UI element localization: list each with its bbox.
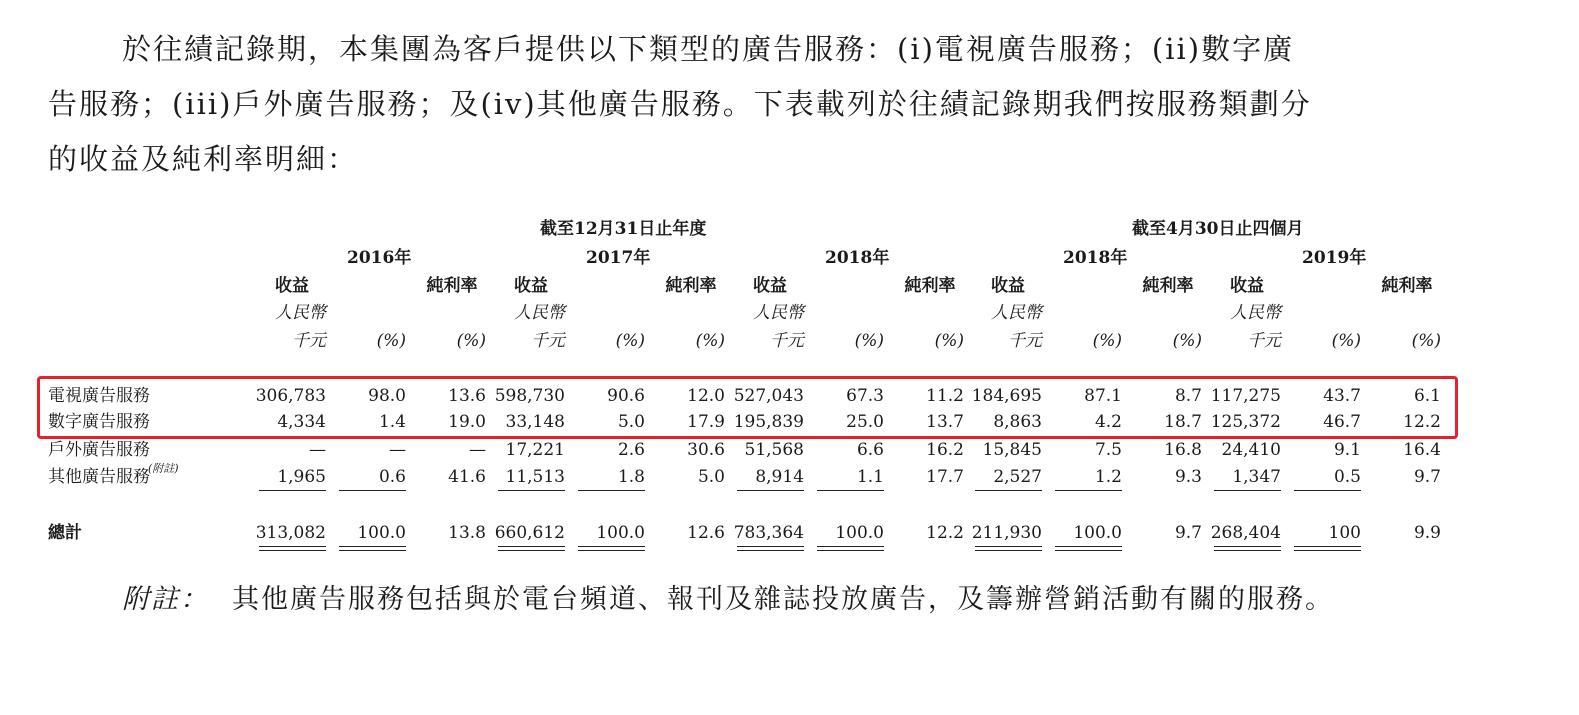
table-cell: 33,148 xyxy=(505,412,565,432)
total-cell: 100 xyxy=(1328,523,1361,543)
unit-percent: (%) xyxy=(854,331,884,351)
table-cell: 11,513 xyxy=(505,467,565,487)
period-year-header: 截至12月31日止年度 xyxy=(540,219,707,239)
table-cell: 8,863 xyxy=(993,412,1042,432)
col-header-revenue: 收益 xyxy=(991,276,1025,296)
table-cell: 15,845 xyxy=(982,440,1042,460)
table-cell: — xyxy=(469,440,486,460)
unit-thousand: 千元 xyxy=(1008,331,1042,351)
underline xyxy=(1294,490,1361,491)
total-cell: 100.0 xyxy=(1073,523,1122,543)
table-cell: 16.2 xyxy=(926,440,964,460)
total-cell: 12.2 xyxy=(926,523,964,543)
intro-line-2: 告服務；(iii)戶外廣告服務；及(iv)其他廣告服務。下表載列於往績記錄期我們按服務類劃分 xyxy=(48,87,1312,121)
period-four-months-header: 截至4月30日止四個月 xyxy=(1132,219,1304,239)
unit-thousand: 千元 xyxy=(770,331,804,351)
table-cell: — xyxy=(309,440,326,460)
table-cell: 12.2 xyxy=(1403,412,1441,432)
table-cell: 8.7 xyxy=(1174,386,1202,406)
table-cell: 98.0 xyxy=(368,386,406,406)
table-cell: 1.1 xyxy=(856,467,884,487)
col-header-margin: 純利率 xyxy=(1381,276,1433,296)
unit-currency: 人民幣 xyxy=(275,303,326,323)
col-header-revenue: 收益 xyxy=(753,276,787,296)
unit-percent: (%) xyxy=(456,331,486,351)
table-cell: 16.4 xyxy=(1403,440,1441,460)
table-cell: 5.0 xyxy=(617,412,645,432)
unit-percent: (%) xyxy=(934,331,964,351)
underline xyxy=(817,490,884,491)
table-cell: 6.1 xyxy=(1413,386,1441,406)
table-cell: 306,783 xyxy=(255,386,326,406)
table-cell: 1.4 xyxy=(378,412,406,432)
note-text: 其他廣告服務包括與於電台頻道、報刊及雜誌投放廣告，及籌辦營銷活動有關的服務。 xyxy=(232,584,1334,615)
total-cell: 211,930 xyxy=(971,523,1042,543)
table-cell: 1.2 xyxy=(1094,467,1122,487)
total-cell: 9.9 xyxy=(1413,523,1441,543)
unit-currency: 人民幣 xyxy=(753,303,804,323)
intro-line-1: 於往績記錄期，本集團為客戶提供以下類型的廣告服務：(i)電視廣告服務；(ii)數字廣 xyxy=(122,32,1295,66)
table-cell: 0.6 xyxy=(378,467,406,487)
underline xyxy=(1214,490,1281,491)
table-cell: 9.1 xyxy=(1333,440,1361,460)
double-underline xyxy=(578,546,645,551)
year-header-2: 2017年 xyxy=(586,248,651,268)
table-cell: 8,914 xyxy=(755,467,804,487)
unit-percent: (%) xyxy=(1092,331,1122,351)
intro-line-3: 的收益及純利率明細： xyxy=(48,142,359,176)
table-cell: 195,839 xyxy=(733,412,804,432)
unit-percent: (%) xyxy=(695,331,725,351)
table-cell: 598,730 xyxy=(494,386,565,406)
table-cell: 16.8 xyxy=(1164,440,1202,460)
table-cell: 11.2 xyxy=(926,386,964,406)
underline xyxy=(975,490,1042,491)
underline xyxy=(339,490,406,491)
table-cell: 13.7 xyxy=(926,412,964,432)
unit-thousand: 千元 xyxy=(1247,331,1281,351)
unit-percent: (%) xyxy=(615,331,645,351)
table-cell: 4.2 xyxy=(1094,412,1122,432)
col-header-margin: 純利率 xyxy=(426,276,478,296)
table-cell: — xyxy=(389,440,406,460)
table-cell: 12.0 xyxy=(687,386,725,406)
col-header-margin: 純利率 xyxy=(904,276,956,296)
unit-percent: (%) xyxy=(376,331,406,351)
total-cell: 13.8 xyxy=(448,523,486,543)
col-header-margin: 純利率 xyxy=(1142,276,1194,296)
table-cell: 25.0 xyxy=(846,412,884,432)
underline xyxy=(259,490,326,491)
col-header-margin: 純利率 xyxy=(665,276,717,296)
double-underline xyxy=(339,546,406,551)
col-header-revenue: 收益 xyxy=(514,276,548,296)
table-cell: 87.1 xyxy=(1084,386,1122,406)
note-marker: (附註) xyxy=(148,462,179,475)
year-header-4: 2018年 xyxy=(1063,248,1128,268)
table-cell: 17,221 xyxy=(505,440,565,460)
table-cell: 5.0 xyxy=(697,467,725,487)
table-cell: 41.6 xyxy=(448,467,486,487)
year-header-3: 2018年 xyxy=(825,248,890,268)
table-cell: 117,275 xyxy=(1210,386,1281,406)
total-cell: 783,364 xyxy=(733,523,804,543)
unit-percent: (%) xyxy=(1172,331,1202,351)
total-cell: 100.0 xyxy=(357,523,406,543)
row-label-note-marker xyxy=(148,459,179,484)
table-cell: 24,410 xyxy=(1221,440,1281,460)
table-cell: 2,527 xyxy=(993,467,1042,487)
table-cell: 46.7 xyxy=(1323,412,1361,432)
total-cell: 660,612 xyxy=(494,523,565,543)
unit-percent: (%) xyxy=(1331,331,1361,351)
total-cell: 100.0 xyxy=(835,523,884,543)
row-label: 戶外廣告服務 xyxy=(48,440,150,460)
table-cell: 6.6 xyxy=(856,440,884,460)
double-underline xyxy=(975,546,1042,551)
year-header-1: 2016年 xyxy=(347,248,412,268)
table-cell: 1.8 xyxy=(617,467,645,487)
total-cell: 9.7 xyxy=(1174,523,1202,543)
double-underline xyxy=(259,546,326,551)
table-cell: 9.7 xyxy=(1413,467,1441,487)
underline xyxy=(578,490,645,491)
unit-currency: 人民幣 xyxy=(1230,303,1281,323)
unit-percent: (%) xyxy=(1411,331,1441,351)
table-cell: 19.0 xyxy=(448,412,486,432)
table-cell: 4,334 xyxy=(277,412,326,432)
total-cell: 100.0 xyxy=(596,523,645,543)
row-label: 其他廣告服務 xyxy=(48,467,150,487)
table-cell: 51,568 xyxy=(744,440,804,460)
underline xyxy=(1055,490,1122,491)
table-cell: 43.7 xyxy=(1323,386,1361,406)
double-underline xyxy=(1214,546,1281,551)
table-cell: 184,695 xyxy=(971,386,1042,406)
double-underline xyxy=(498,546,565,551)
double-underline xyxy=(817,546,884,551)
table-cell: 17.9 xyxy=(687,412,725,432)
table-cell: 17.7 xyxy=(926,467,964,487)
table-cell: 30.6 xyxy=(687,440,725,460)
table-cell: 1,347 xyxy=(1232,467,1281,487)
table-cell: 125,372 xyxy=(1210,412,1281,432)
col-header-revenue: 收益 xyxy=(275,276,309,296)
double-underline xyxy=(737,546,804,551)
table-cell: 2.6 xyxy=(617,440,645,460)
row-label: 數字廣告服務 xyxy=(48,412,150,432)
col-header-revenue: 收益 xyxy=(1230,276,1264,296)
double-underline xyxy=(1294,546,1361,551)
total-cell: 268,404 xyxy=(1210,523,1281,543)
underline xyxy=(498,490,565,491)
table-cell: 9.3 xyxy=(1174,467,1202,487)
total-label: 總計 xyxy=(48,523,82,543)
row-label: 電視廣告服務 xyxy=(48,386,150,406)
table-cell: 67.3 xyxy=(846,386,884,406)
highlight-box xyxy=(37,376,1458,439)
total-cell: 313,082 xyxy=(255,523,326,543)
table-cell: 90.6 xyxy=(607,386,645,406)
unit-currency: 人民幣 xyxy=(514,303,565,323)
note-label: 附註： xyxy=(122,584,209,615)
table-cell: 1,965 xyxy=(277,467,326,487)
year-header-5: 2019年 xyxy=(1302,248,1367,268)
unit-thousand: 千元 xyxy=(292,331,326,351)
table-cell: 0.5 xyxy=(1333,467,1361,487)
table-cell: 18.7 xyxy=(1164,412,1202,432)
total-cell: 12.6 xyxy=(687,523,725,543)
table-cell: 527,043 xyxy=(733,386,804,406)
unit-thousand: 千元 xyxy=(531,331,565,351)
unit-currency: 人民幣 xyxy=(991,303,1042,323)
table-cell: 13.6 xyxy=(448,386,486,406)
double-underline xyxy=(1055,546,1122,551)
table-cell: 7.5 xyxy=(1094,440,1122,460)
underline xyxy=(737,490,804,491)
